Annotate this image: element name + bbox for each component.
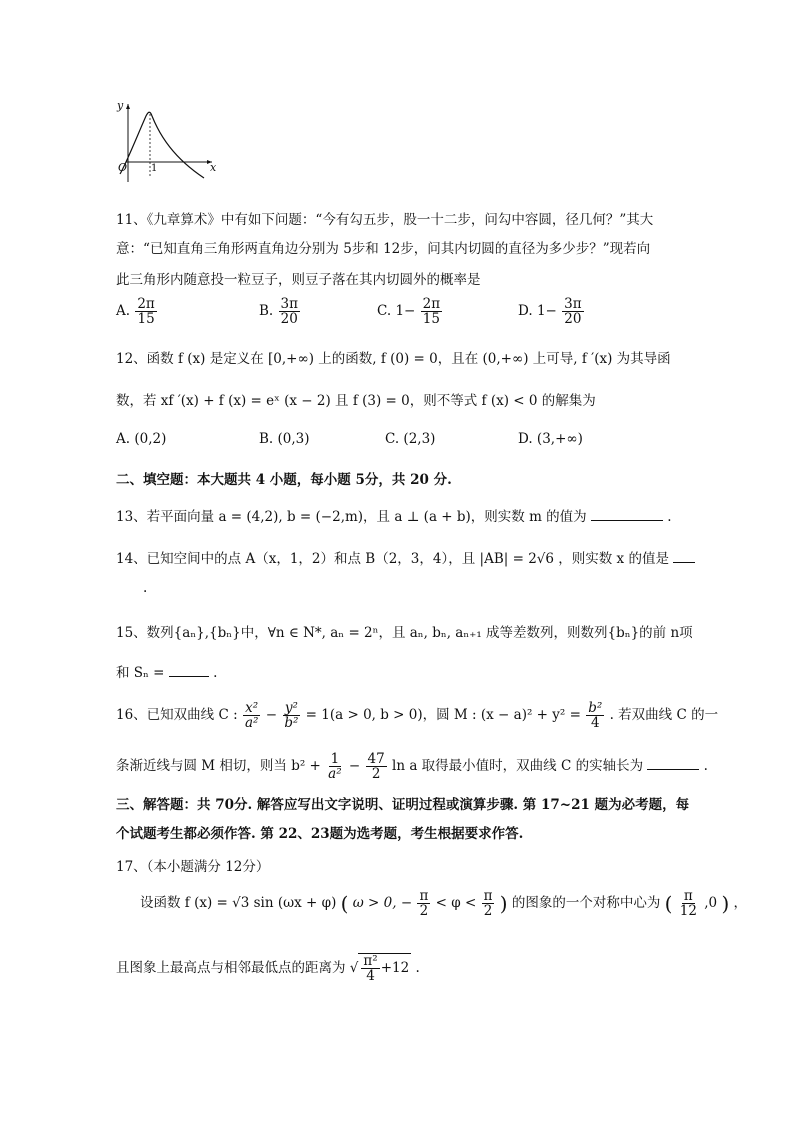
curve — [120, 112, 204, 178]
q15-line1: 15、数列{aₙ},{bₙ}中，∀n ∈ N*, aₙ = 2ⁿ，且 aₙ, bₙ, aₙ₊₁ 成等差数列，则数列{bₙ}的前 n项 — [116, 625, 693, 641]
q12-option-d: D. (3,+∞) — [518, 431, 583, 447]
q11-line3: 此三角形内随意投一粒豆子，则豆子落在其内切圆外的概率是 — [116, 272, 481, 288]
q11-option-c: C. 1− $\frac{2\pi}{15}$ — [377, 296, 441, 328]
section3-line2: 个试题考生都必须作答. 第 22、23题为选考题，考生根据要求作答. — [116, 826, 524, 842]
q12-line1: 12、函数 f (x) 是定义在 [0,+∞) 上的函数, f (0) = 0，且在 (0,+∞) 上可导, f ′(x) 为其导函 — [116, 351, 671, 367]
function-graph — [112, 98, 222, 184]
q11-option-d: D. 1− $\frac{3\pi}{20}$ — [518, 296, 582, 328]
q15-answer-blank[interactable] — [169, 664, 209, 677]
q13-answer-blank[interactable] — [591, 508, 663, 521]
q13: 13、若平面向量 a = (4,2), b = (−2,m)，且 a ⊥ (a + b)，则实数 m 的值为 . — [116, 509, 672, 525]
q12-option-a: A. (0,2) — [116, 431, 167, 447]
q14-line2: . — [143, 580, 148, 596]
q16-line2: 条渐近线与圆 M 相切，则当 b² + $\frac{1}{\text{a²}}$ − $\frac{47}{2}$ ln a 取得最小值时，双曲线 C 的实轴长为 . — [116, 751, 708, 783]
q12-option-c: C. (2,3) — [385, 431, 436, 447]
origin-label: O — [118, 161, 128, 174]
q11-option-a: A. $\frac{2\pi}{15}$ — [116, 296, 155, 328]
q17-header: 17、（本小题满分 12分） — [116, 859, 270, 875]
section3-line1: 三、解答题：共 70分. 解答应写出文字说明、证明过程或演算步骤. 第 17~21 题为必考题，每 — [116, 797, 690, 813]
y-axis-label: y — [117, 99, 124, 112]
x-axis-label: x — [210, 161, 217, 174]
q14-line1: 14、已知空间中的点 A（x，1，2）和点 B（2，3，4），且 |AB| = 2√6 ，则实数 x 的值是 — [116, 547, 695, 567]
q11-line2: 意：“已知直角三角形两直角边分别为 5步和 12步，问其内切圆的直径为多少步？”现若向 — [116, 241, 651, 257]
q12-line2: 数，若 xf ′(x) + f (x) = eˣ (x − 2) 且 f (3) = 0，则不等式 f (x) < 0 的解集为 — [116, 393, 596, 409]
q11-option-b: B. $\frac{3\pi}{20}$ — [259, 296, 298, 328]
q16-answer-blank[interactable] — [647, 757, 699, 770]
q12-option-b: B. (0,3) — [259, 431, 310, 447]
q15-line2: 和 Sₙ = . — [116, 665, 218, 681]
q14-answer-blank[interactable] — [673, 550, 695, 563]
q11-line1: 11、《九章算术》中有如下问题：“今有勾五步，股一十二步，问勾中容圆，径几何？”其大 — [116, 212, 654, 228]
tick-label: 1 — [151, 163, 158, 174]
section2-heading: 二、填空题：本大题共 4 小题，每小题 5分，共 20 分. — [116, 472, 452, 488]
q16-line1: 16、已知双曲线 C : $\frac{\text{x²}}{\text{a²}}$ − $\frac{\text{y²}}{\text{b²}}$ = 1(a > 0, b > 0)，圆 M : (x − a)² + y² = $\frac{\text{b²}}{4}$ . 若双曲线 C 的一 — [116, 700, 719, 732]
q17-line2: 且图象上最高点与相邻最低点的距离为 √ $\frac{\text{π²}}{4}$ +12 . — [116, 953, 420, 985]
q17-line1: 设函数 f (x) = √3 sin (ωx + φ) ( ω > 0, − $\frac{\pi}{2}$ < φ < $\frac{\pi}{2}$ ) 的图象的一个对称中心为 ( $\frac{\pi}{12}$ ,0 ) ， — [140, 888, 748, 920]
